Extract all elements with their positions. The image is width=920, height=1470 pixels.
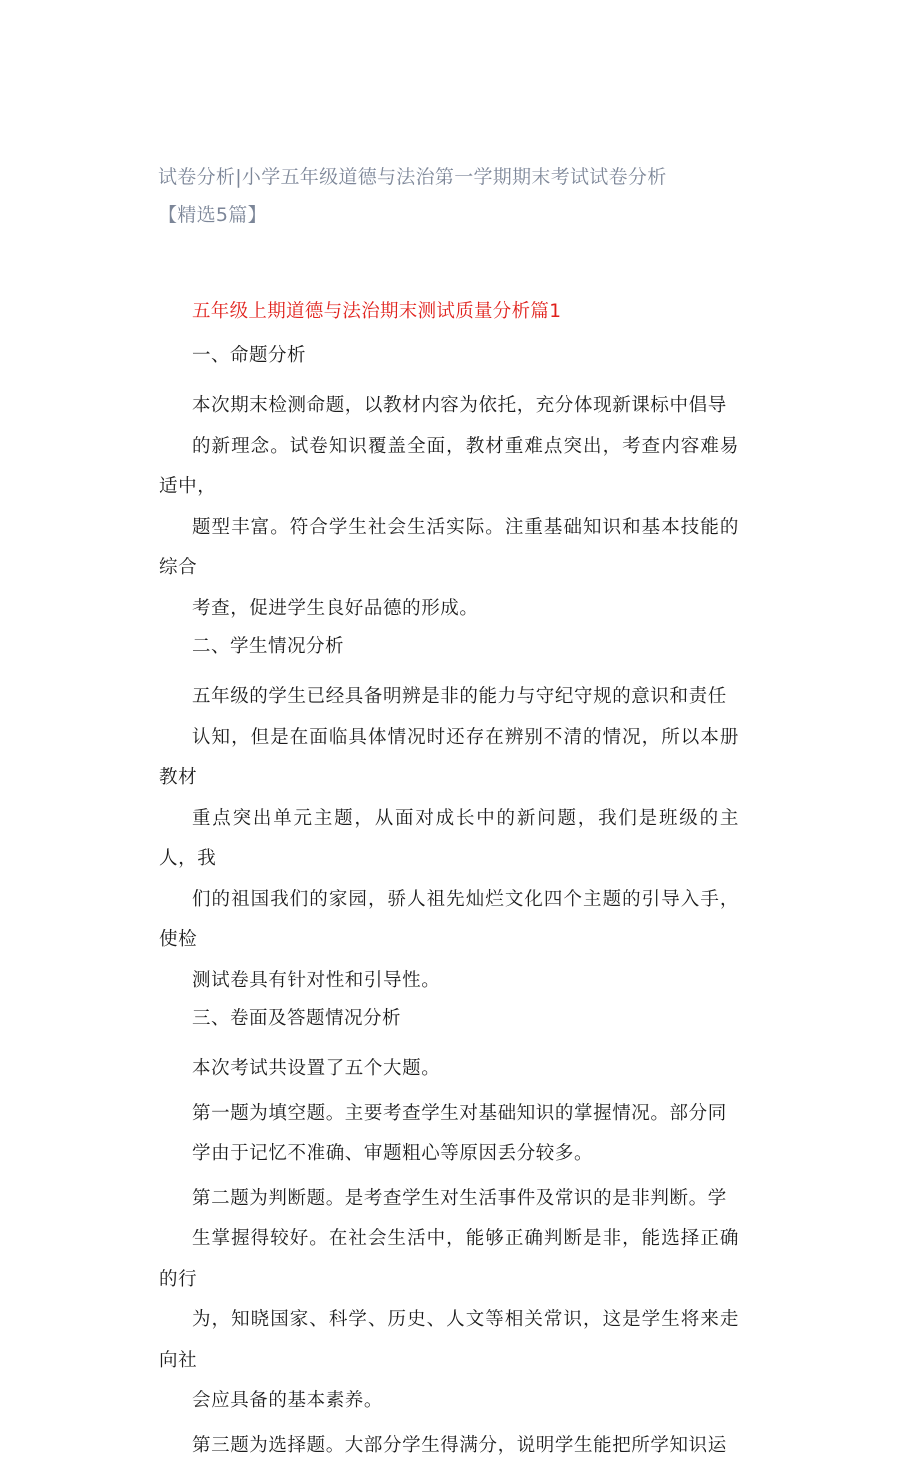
paragraph-line: 的新理念。试卷知识覆盖全面，教材重难点突出，考查内容难易适中， [159, 435, 739, 497]
heading-student-analysis: 二、学生情况分析 [192, 636, 345, 657]
paragraph-line: 测试卷具有针对性和引导性。 [192, 969, 441, 991]
section-title: 五年级上期道德与法治期末测试质量分析篇1 [192, 301, 562, 322]
paragraph-line: 们的祖国我们的家园，骄人祖先灿烂文化四个主题的引导入手，使检 [159, 888, 739, 950]
paragraph-question-1 [159, 1094, 739, 1175]
paragraph-proposition [159, 386, 739, 629]
paragraph-student [159, 677, 739, 1001]
document-title-line-2: 【精选5篇】 [158, 204, 267, 226]
paragraph-line: 第三题为选择题。大部分学生得满分，说明学生能把所学知识运 [192, 1434, 727, 1456]
document-body [159, 298, 772, 1470]
document-title-line-1: 试卷分析|小学五年级道德与法治第一学期期末考试试卷分析 [158, 166, 667, 188]
heading-paper-analysis: 三、卷面及答题情况分析 [192, 1008, 402, 1029]
paragraph-question-3 [159, 1426, 739, 1467]
paragraph-line: 认知，但是在面临具体情况时还存在辨别不清的情况，所以本册教材 [159, 726, 739, 788]
paragraph-line: 第二题为判断题。是考查学生对生活事件及常识的是非判断。学 [192, 1187, 727, 1209]
paragraph-line: 学由于记忆不准确、审题粗心等原因丢分较多。 [192, 1143, 594, 1164]
paragraph-overview [159, 1049, 739, 1090]
document-title [158, 158, 778, 234]
paragraph-line: 重点突出单元主题，从面对成长中的新问题，我们是班级的主人，我 [159, 807, 739, 869]
paragraph-line: 生掌握得较好。在社会生活中，能够正确判断是非，能选择正确的行 [159, 1228, 739, 1290]
paragraph-line: 五年级的学生已经具备明辨是非的能力与守纪守规的意识和责任 [192, 686, 727, 707]
paragraph-line: 本次考试共设置了五个大题。 [192, 1058, 441, 1079]
heading-proposition-analysis: 一、命题分析 [192, 345, 307, 366]
paragraph-line: 本次期末检测命题，以教材内容为依托，充分体现新课标中倡导 [192, 395, 727, 416]
paragraph-line: 考查，促进学生良好品德的形成。 [192, 597, 479, 619]
paragraph-line: 为，知晓国家、科学、历史、人文等相关常识，这是学生将来走向社 [159, 1309, 739, 1371]
paragraph-line: 题型丰富。符合学生社会生活实际。注重基础知识和基本技能的综合 [159, 516, 739, 578]
paragraph-question-2 [159, 1179, 739, 1422]
paragraph-line: 会应具备的基本素养。 [192, 1390, 384, 1411]
paragraph-line: 第一题为填空题。主要考查学生对基础知识的掌握情况。部分同 [192, 1102, 727, 1124]
